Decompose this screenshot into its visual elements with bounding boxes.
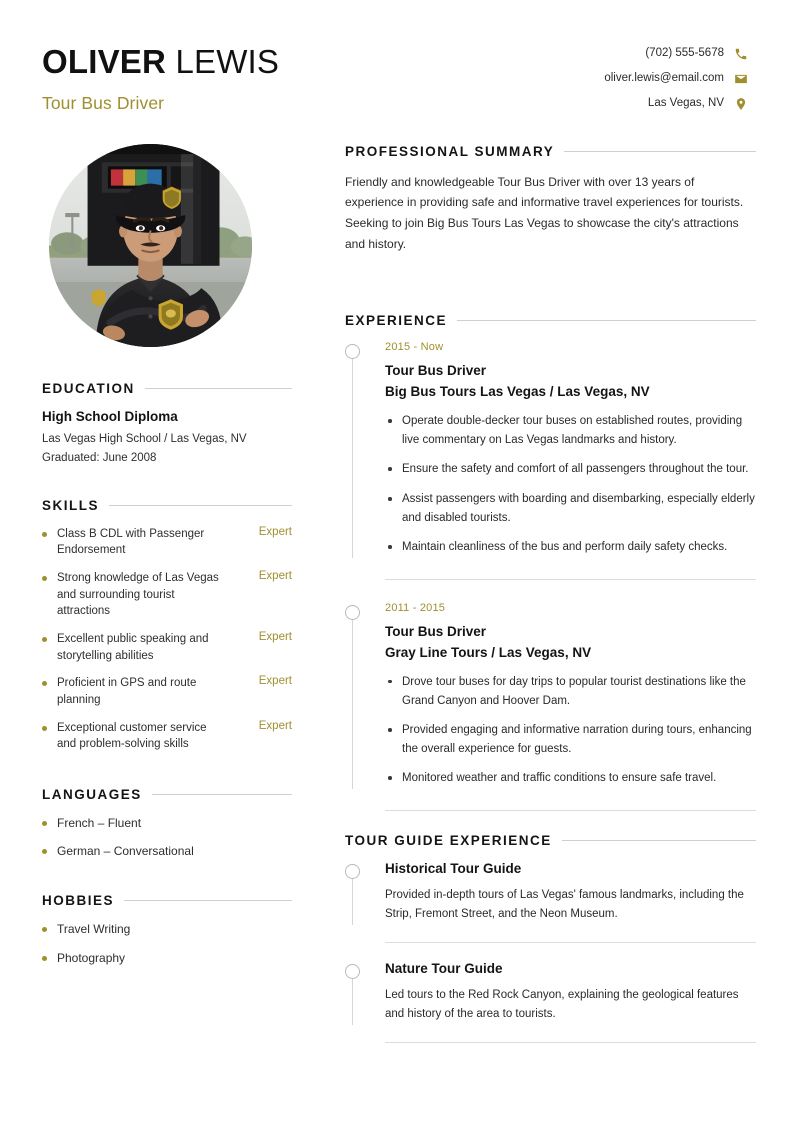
summary-header (345, 144, 756, 159)
contact-location-text: Las Vegas, NV (647, 96, 724, 109)
experience-role: Tour Bus Driver (385, 363, 487, 379)
bullet-icon (42, 726, 47, 731)
resume-body (0, 144, 800, 1061)
skills-header (42, 498, 292, 513)
divider (564, 151, 756, 152)
hobbies-header (42, 893, 292, 908)
list-item (42, 675, 292, 708)
divider (385, 579, 756, 580)
language-text: German – Conversational (57, 844, 194, 859)
bullet-icon (42, 681, 47, 686)
skill-level: Expert (258, 675, 292, 688)
divider (385, 1042, 756, 1043)
skill-name: Class B CDL with Passenger Endorsement (57, 527, 205, 557)
skill-level: Expert (258, 525, 292, 538)
experience-entry (345, 602, 756, 788)
duty-item: Monitored weather and traffic conditions to ensure safe travel. (385, 769, 756, 788)
timeline-marker-icon (345, 964, 360, 979)
experience-header (345, 313, 756, 328)
job-title: Tour Bus Driver (42, 92, 165, 113)
timeline-marker-icon (345, 344, 360, 359)
skill-name: Excellent public speaking and storytelling abilities (57, 632, 209, 662)
bullet-icon (42, 956, 47, 961)
tour-guide-header (345, 833, 756, 848)
section-experience (345, 313, 756, 811)
languages-title: LANGUAGES (42, 787, 142, 803)
contact-list (604, 38, 748, 111)
hobby-text: Travel Writing (57, 922, 131, 937)
list-item (42, 720, 292, 753)
tour-guide-entry (345, 961, 756, 1024)
timeline-marker-icon (345, 605, 360, 620)
duty-item: Operate double-decker tour buses on established routes, providing live commentary on Las Vegas landmarks and history. (385, 412, 756, 449)
phone-icon (733, 46, 748, 61)
skills-title: SKILLS (42, 497, 100, 513)
section-languages (42, 787, 292, 859)
education-title: EDUCATION (42, 380, 135, 396)
tour-guide-timeline (345, 861, 756, 1043)
page-title (42, 44, 279, 80)
duty-item: Maintain cleanliness of the bus and perform daily safety checks. (385, 538, 756, 557)
experience-date: 2011 - 2015 (385, 601, 446, 614)
section-professional-summary (345, 144, 756, 255)
name-block (42, 38, 279, 114)
tour-guide-title: TOUR GUIDE EXPERIENCE (345, 833, 552, 848)
tour-guide-entry (345, 861, 756, 924)
avatar (49, 144, 252, 347)
bullet-icon (42, 637, 47, 642)
divider (562, 840, 756, 841)
experience-entry (345, 341, 756, 557)
contact-email-text: oliver.lewis@email.com (604, 71, 724, 84)
first-name: OLIVER (42, 43, 167, 80)
contact-phone[interactable] (645, 46, 748, 61)
experience-duties (385, 412, 756, 557)
experience-company: Big Bus Tours Las Vegas / Las Vegas, NV (385, 384, 650, 400)
duty-item: Ensure the safety and comfort of all passengers throughout the tour. (385, 460, 756, 479)
languages-header (42, 787, 292, 802)
section-tour-guide-experience (345, 833, 756, 1043)
list-item (42, 921, 292, 937)
main-column (292, 144, 756, 1061)
education-degree: High School Diploma (42, 408, 178, 424)
section-hobbies (42, 893, 292, 965)
timeline-line (352, 605, 353, 789)
contact-phone-text: (702) 555-5678 (645, 46, 724, 59)
experience-role: Tour Bus Driver (385, 623, 487, 639)
divider (385, 942, 756, 943)
divider (385, 810, 756, 811)
education-header (42, 381, 292, 396)
bullet-icon (42, 849, 47, 854)
timeline-line (352, 344, 353, 558)
skill-name: Proficient in GPS and route planning (57, 677, 197, 706)
summary-text: Friendly and knowledgeable Tour Bus Driver with over 13 years of experience in providing safe and informative travel experiences for tourists. Seeking to join Big Bus Tours Las Vegas to showcase the city's attractions and history. (345, 174, 744, 251)
skill-level: Expert (258, 630, 292, 643)
skill-name: Strong knowledge of Las Vegas and surrounding tourist attractions (57, 571, 219, 618)
language-text: French – Fluent (57, 816, 142, 831)
section-education (42, 381, 292, 464)
bullet-icon (42, 576, 47, 581)
list-item (42, 631, 292, 664)
bullet-icon (42, 821, 47, 826)
sidebar-column (42, 144, 292, 1061)
resume-header (0, 0, 800, 114)
contact-location[interactable] (648, 96, 748, 111)
divider (145, 388, 292, 389)
bullet-icon (42, 532, 47, 537)
skill-level: Expert (258, 719, 292, 732)
tour-guide-description: Led tours to the Red Rock Canyon, explaining the geological features and history of the area to tourists. (385, 988, 739, 1020)
experience-timeline (345, 341, 756, 811)
hobbies-title: HOBBIES (42, 893, 115, 909)
list-item (42, 950, 292, 966)
list-item (42, 843, 292, 859)
experience-company: Gray Line Tours / Las Vegas, NV (385, 644, 592, 660)
last-name: LEWIS (175, 43, 280, 80)
duty-item: Assist passengers with boarding and disembarking, especially elderly and disabled tourists. (385, 490, 756, 527)
divider (457, 320, 756, 321)
experience-title: EXPERIENCE (345, 313, 448, 329)
divider (109, 505, 292, 506)
portrait-photo (49, 144, 252, 347)
education-school: Las Vegas High School / Las Vegas, NV (42, 432, 247, 445)
tour-guide-description: Provided in-depth tours of Las Vegas' famous landmarks, including the Strip, Fremont Street, and the Neon Museum. (385, 889, 744, 920)
bullet-icon (42, 927, 47, 932)
experience-date: 2015 - Now (385, 341, 444, 354)
section-skills (42, 498, 292, 753)
divider (124, 900, 292, 901)
timeline-marker-icon (345, 864, 360, 879)
divider (152, 794, 292, 795)
duty-item: Provided engaging and informative narration during tours, enhancing the overall experience for guests. (385, 721, 756, 758)
list-item (42, 815, 292, 831)
summary-title: PROFESSIONAL SUMMARY (345, 143, 555, 159)
duty-item: Drove tour buses for day trips to popular tourist destinations like the Grand Canyon and Hoover Dam. (385, 673, 756, 710)
hobby-text: Photography (57, 950, 126, 965)
list-item (42, 526, 292, 559)
education-graduation-date: Graduated: June 2008 (42, 451, 157, 464)
skill-name: Exceptional customer service and problem-solving skills (57, 721, 207, 751)
list-item (42, 570, 292, 620)
skill-level: Expert (258, 569, 292, 582)
location-pin-icon (733, 96, 748, 111)
contact-email[interactable] (604, 71, 748, 86)
experience-duties (385, 673, 756, 788)
email-icon (733, 71, 748, 86)
tour-guide-role: Nature Tour Guide (385, 960, 503, 976)
tour-guide-role: Historical Tour Guide (385, 861, 522, 876)
